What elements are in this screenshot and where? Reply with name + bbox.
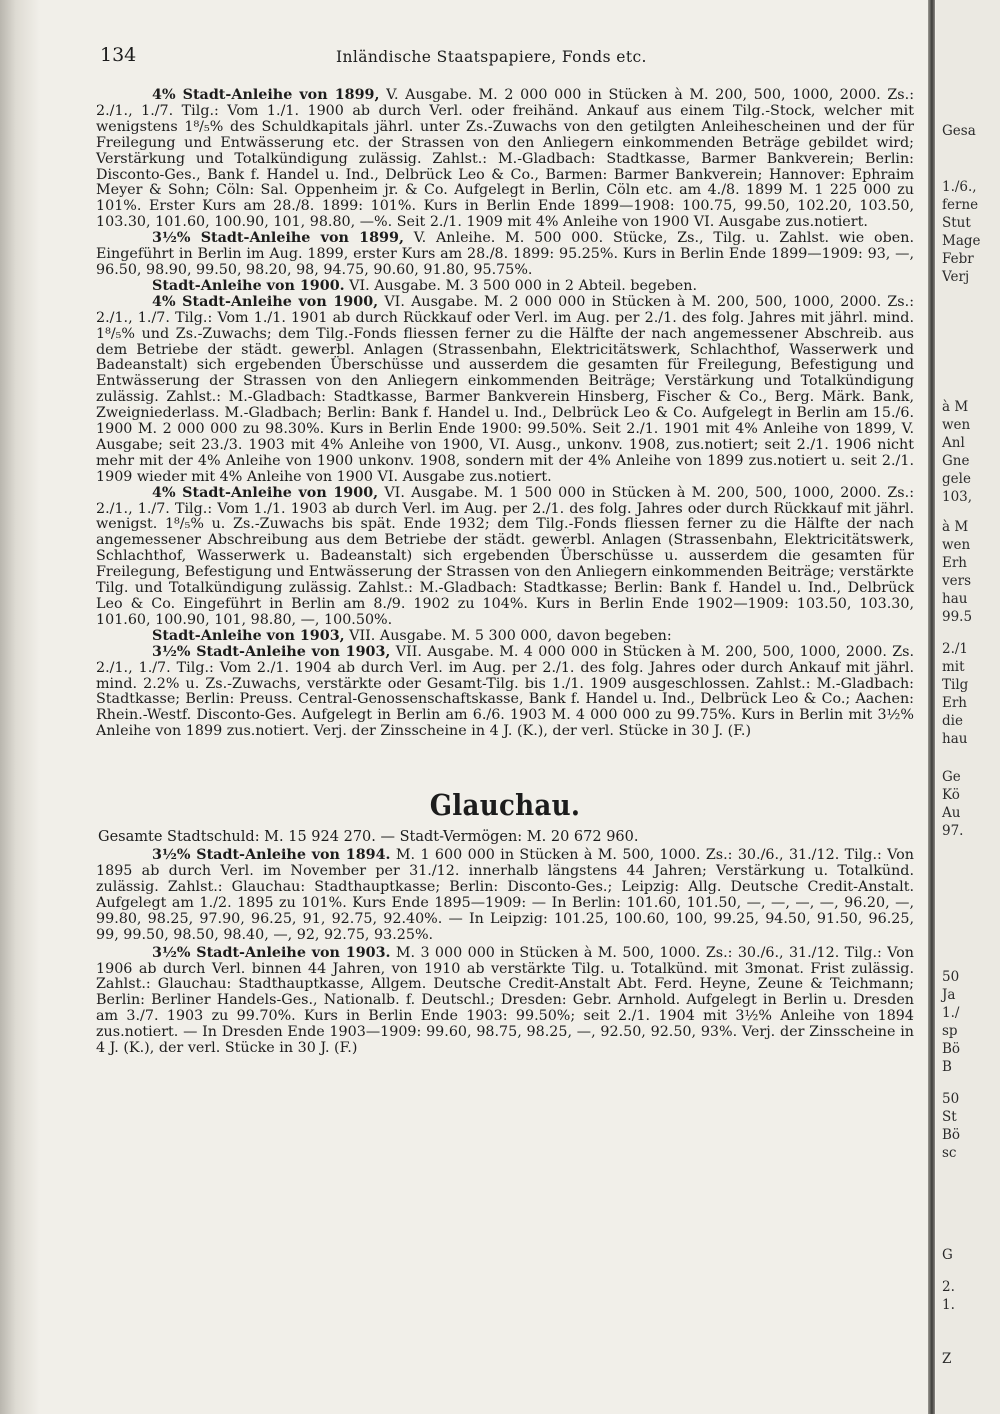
entry-title: 3½% Stadt-Anleihe von 1903. bbox=[152, 944, 391, 961]
adjacent-page-text-fragment: sc bbox=[942, 1145, 957, 1161]
entry-glauchau-1894 bbox=[96, 848, 914, 943]
adjacent-page-text-fragment: 1. bbox=[942, 1297, 955, 1313]
entry-title: 4% Stadt-Anleihe von 1900, bbox=[152, 484, 379, 501]
entry-body: V. Ausgabe. M. 2 000 000 in Stücken à M. 200, 500, 1000, 2000. Zs.: 2./1., 1./7. Tilg.: Vom 1./1. 1900 ab durch Verl. oder freihänd. Ankauf aus einem Tilg.-Stock, welcher mit wenigstens 1⁸/₅% des Schuldkapitals jährl. unter Zs.-Zuwachs von den getilgten Anleihescheinen und der für Freilegung und Entwässerung etc. der Strassen von den Anliegern einkommenden Beträge gebildet wird; Verstärkung und Totalkündigung zulässig. Zahlst.: M.-Gladbach: Stadtkasse, Barmer Bankverein; Berlin: Disconto-Ges., Bank f. Handel u. Ind., Delbrück Leo & Co., Barmen: Barmer Bankverein; Hannover: Ephraim Meyer & Sohn; Cöln: Sal. Oppenheim jr. & Co. Aufgelegt in Berlin, Cöln etc. am 4./8. 1899 M. 1 225 000 zu 101%. Erster Kurs am 28./8. 1899: 101%. Kurs in Berlin Ende 1899—1908: 100.75, 99.50, 102.20, 103.50, 103.30, 101.60, 100.90, 101, 98.80, —%. Seit 2./1. 1909 mit 4% Anleihe von 1900 VI. Ausgabe zus.notiert. bbox=[96, 87, 915, 231]
page-gutter bbox=[928, 0, 935, 1414]
adjacent-page-text-fragment: sp bbox=[942, 1023, 958, 1039]
adjacent-page-text-fragment: wen bbox=[942, 417, 971, 433]
glauchau-summary: Gesamte Stadtschuld: M. 15 924 270. — Stadt-Vermögen: M. 20 672 960. bbox=[98, 829, 639, 846]
adjacent-page-text-fragment: Ge bbox=[942, 769, 961, 785]
adjacent-page-text-fragment: Anl bbox=[942, 435, 965, 451]
entry-body: VI. Ausgabe. M. 3 500 000 in 2 Abteil. begeben. bbox=[349, 277, 697, 294]
entry-mgladbach-3half-1903 bbox=[96, 645, 914, 740]
entry-title: 4% Stadt-Anleihe von 1900, bbox=[152, 293, 379, 310]
entry-mgladbach-4pct-1900-a bbox=[96, 295, 914, 486]
adjacent-page-fragment bbox=[936, 0, 1000, 1414]
adjacent-page-text-fragment: 97. bbox=[942, 823, 964, 839]
adjacent-page-text-fragment: vers bbox=[942, 573, 971, 589]
running-head bbox=[96, 38, 914, 88]
entry-body: M. 1 600 000 in Stücken à M. 500, 1000. Zs.: 30./6., 31./12. Tilg.: Von 1895 ab durch Verl. im November per 31./12. innerhalb längstens 44 Jahren; Verstärkung u. Totalkünd. zulässig. Zahlst.: Glauchau: Stadthauptkasse; Berlin: Disconto-Ges.; Leipzig: Allg. Deutsche Credit-Anstalt. Aufgelegt am 1./2. 1895 zu 101%. Kurs Ende 1895—1909: — In Berlin: 101.60, 101.50, —, —, —, —, 96.20, —, 99.80, 98.25, 97.90, 96.25, 91, 92.75, 92.40%. — In Leipzig: 101.25, 100.60, 100, 99.25, 94.50, 91.50, 96.25, 99, 99.50, 98.50, 98.40, —, 92, 92.75, 93.25%. bbox=[96, 847, 914, 943]
adjacent-page-text-fragment: wen bbox=[942, 537, 971, 553]
section-heading-glauchau: Glauchau. bbox=[429, 788, 581, 823]
adjacent-page-text-fragment: gele bbox=[942, 471, 971, 487]
adjacent-page-text-fragment: B bbox=[942, 1059, 952, 1075]
adjacent-page-text-fragment: Bö bbox=[942, 1041, 961, 1057]
adjacent-page-text-fragment: Bö bbox=[942, 1127, 961, 1143]
entry-mgladbach-1903 bbox=[96, 629, 914, 645]
adjacent-page-text-fragment: St bbox=[942, 1109, 957, 1125]
adjacent-page-text-fragment: 2./1 bbox=[942, 641, 969, 657]
adjacent-page-text-fragment: 50 bbox=[942, 1091, 960, 1107]
adjacent-page-text-fragment: Kö bbox=[942, 787, 960, 803]
adjacent-page-text-fragment: 2. bbox=[942, 1279, 955, 1295]
adjacent-page-text-fragment: Erh bbox=[942, 555, 968, 571]
adjacent-page-text-fragment: à M bbox=[942, 399, 969, 415]
page-main-column bbox=[96, 38, 914, 1057]
entry-body: M. 3 000 000 in Stücken à M. 500, 1000. Zs.: 30./6., 31./12. Tilg.: Von 1906 ab durch Verl. binnen 44 Jahren, von 1910 ab verstärkte Tilg. u. Totalkünd. mit 3monat. Frist zulässig. Zahlst.: Glauchau: Stadthauptkasse, Allgem. Deutsche Credit-Anstalt Abt. Ferd. Heyne, Zeune & Teichmann; Berlin: Berliner Handels-Ges., Nationalb. f. Deutschl.; Dresden: Gebr. Arnhold. Aufgelegt in Berlin u. Dresden am 3./7. 1903 zu 99.70%. Kurs in Berlin Ende 1903: 99.50%; seit 2./1. 1904 mit 3½% Anleihe von 1894 zus.notiert. — In Dresden Ende 1903—1909: 99.60, 98.75, 98.25, —, 92.50, 92.50, 93%. Verj. der Zinsscheine in 4 J. (K.), der verl. Stücke in 30 J. (F.) bbox=[96, 944, 914, 1057]
adjacent-page-text-fragment: ferne bbox=[942, 197, 979, 213]
entry-mgladbach-1900 bbox=[96, 279, 914, 295]
adjacent-page-text-fragment: 1./6., bbox=[942, 179, 977, 195]
entry-title: 4% Stadt-Anleihe von 1899, bbox=[152, 87, 380, 103]
adjacent-page-text-fragment: Mage bbox=[942, 233, 981, 249]
adjacent-page-text-fragment: Tilg bbox=[942, 677, 969, 693]
adjacent-page-text-fragment: Gesa bbox=[942, 123, 976, 139]
adjacent-page-text-fragment: à M bbox=[942, 519, 969, 535]
entry-mgladbach-4pct-1899 bbox=[96, 88, 914, 231]
entry-title: 3½% Stadt-Anleihe von 1903, bbox=[152, 643, 391, 660]
adjacent-page-text-fragment: 1./ bbox=[942, 1005, 960, 1021]
entry-body: VII. Ausgabe. M. 4 000 000 in Stücken à M. 200, 500, 1000, 2000. Zs. 2./1., 1./7. Tilg.: Vom 2./1. 1904 ab durch Verl. im Aug. per 2./1. des folg. Jahres oder durch Ankauf mit jährl. mind. 2.2% u. Zs.-Zuwachs, verstärkte oder Gesamt-Tilg. bis 1./1. 1909 ausgeschlossen. Zahlst.: M.-Gladbach: Stadtkasse; Berlin: Preuss. Central-Genossenschaftskasse, Bank f. Handel u. Ind., Delbrück Leo & Co.; Aachen: Rhein.-Westf. Disconto-Ges. Aufgelegt in Berlin am 6./6. 1903 M. 4 000 000 zu 99.75%. Kurs in Berlin mit 3½% Anleihe von 1899 zus.notiert. Verj. der Zinsscheine in 4 J. (K.), der verl. Stücke in 30 J. (F.) bbox=[96, 643, 915, 740]
adjacent-page-text-fragment: 103, bbox=[942, 489, 973, 505]
adjacent-page-text-fragment: die bbox=[942, 713, 963, 729]
entry-title: Stadt-Anleihe von 1903, bbox=[152, 627, 345, 644]
adjacent-page-text-fragment: Gne bbox=[942, 453, 970, 469]
entry-title: 3½% Stadt-Anleihe von 1899, bbox=[152, 230, 404, 247]
adjacent-page-text-fragment: Verj bbox=[942, 269, 970, 285]
adjacent-page-text-fragment: Erh bbox=[942, 695, 968, 711]
page-number: 134 bbox=[100, 44, 137, 66]
entry-glauchau-1903 bbox=[96, 946, 914, 1057]
entry-title: Stadt-Anleihe von 1900. bbox=[152, 277, 345, 294]
running-title: Inländische Staatspapiere, Fonds etc. bbox=[336, 48, 647, 66]
adjacent-page-text-fragment: G bbox=[942, 1247, 953, 1263]
adjacent-page-text-fragment: Z bbox=[942, 1351, 952, 1367]
adjacent-page-text-fragment: hau bbox=[942, 591, 968, 607]
adjacent-page-text-fragment: Au bbox=[942, 805, 961, 821]
entry-mgladbach-3half-1899 bbox=[96, 231, 914, 279]
entry-body: V. Anleihe. M. 500 000. Stücke, Zs., Tilg. u. Zahlst. wie oben. Eingeführt in Berlin im Aug. 1899, erster Kurs am 28./8. 1899: 95.25%. Kurs in Berlin Ende 1899—1909: 93, —, 96.50, 98.90, 99.50, 98.20, 98, 94.75, 90.60, 91.80, 95.75%. bbox=[96, 230, 914, 278]
entry-body: VI. Ausgabe. M. 1 500 000 in Stücken à M. 200, 500, 1000, 2000. Zs.: 2./1., 1./7. Tilg.: Vom 1./1. 1903 ab durch Verl. im Aug. per 2./1. des folg. Jahres oder durch Rückkauf mit jährl. wenigst. 1⁸/₅% u. Zs.-Zuwachs bis spät. Ende 1932; dem Tilg.-Fonds fliessen ferner zu die Hälfte der nach angemessener Abschreibung aus dem Betriebe der städt. gewerbl. Anlagen (Strassenbahn, Elektricitätswerk, Schlachthof, Wasserwerk u. Badeanstalt) sich ergebenden Überschüsse u. ausserdem die gesamten für Freilegung, Befestigung und Entwässerung der Strassen von den Anliegern einkommenden Beiträge; verstärkte Tilg. und Totalkündigung zulässig. Zahlst.: M.-Gladbach: Stadtkasse; Berlin: Bank f. Handel u. Ind., Delbrück Leo & Co. Eingeführt in Berlin am 8./9. 1902 zu 104%. Kurs in Berlin Ende 1902—1909: 103.50, 103.30, 101.60, 100.90, 101, 98.80, —, 100.50%. bbox=[96, 484, 915, 628]
adjacent-page-text-fragment: Ja bbox=[942, 987, 956, 1003]
entry-body: VII. Ausgabe. M. 5 300 000, davon begeben: bbox=[349, 627, 672, 644]
entry-title: 3½% Stadt-Anleihe von 1894. bbox=[152, 847, 391, 864]
adjacent-page-text-fragment: Febr bbox=[942, 251, 974, 267]
adjacent-page-text-fragment: 99.5 bbox=[942, 609, 973, 625]
adjacent-page-text-fragment: mit bbox=[942, 659, 965, 675]
entry-mgladbach-4pct-1900-b bbox=[96, 486, 914, 629]
entry-body: VI. Ausgabe. M. 2 000 000 in Stücken à M. 200, 500, 1000, 2000. Zs.: 2./1., 1./7. Tilg.: Vom 1./1. 1901 ab durch Rückkauf oder Verl. im Aug. per 2./1. des folg. Jahres mit jährl. mind. 1⁸/₅% und Zs.-Zuwachs; dem Tilg.-Fonds fliessen ferner zu die Hälfte der nach angemessener Abschreib. aus dem Betriebe der städt. gewerbl. Anlagen (Strassenbahn, Elektricitätswerk, Schlachthof, Wasserwerk und Badeanstalt) sich ergebenden Überschüsse und ausserdem die gesamten für Freilegung, Befestigung und Entwässerung der Strassen von den Anliegern einkommenden Beiträge; Verstärkung und Totalkündigung zulässig. Zahlst.: M.-Gladbach: Stadtkasse, Barmer Bankverein Hinsberg, Fischer & Co., Berg. Märk. Bank, Zweigniederlass. M.-Gladbach; Berlin: Bank f. Handel u. Ind., Delbrück Leo & Co. Aufgelegt in Berlin am 15./6. 1900 M. 2 000 000 zu 98.30%. Kurs in Berlin Ende 1900: 99.50%. Seit 2./1. 1901 mit 4% Anleihe von 1899, V. Ausgabe; seit 23./3. 1903 mit 4% Anleihe von 1900, VI. Ausg., unkonv. 1908, zus.notiert; seit 2./1. 1906 nicht mehr mit der 4% Anleihe von 1900 unkonv. 1908, sondern mit der 4% Anleihe von 1899 zus.notiert u. seit 2./1. 1909 wieder mit 4% Anleihe von 1900 VI. Ausgabe zus.notiert. bbox=[96, 293, 915, 485]
scan-edge-shadow bbox=[0, 0, 40, 1414]
adjacent-page-text-fragment: Stut bbox=[942, 215, 971, 231]
adjacent-page-text-fragment: 50 bbox=[942, 969, 960, 985]
adjacent-page-text-fragment: hau bbox=[942, 731, 968, 747]
